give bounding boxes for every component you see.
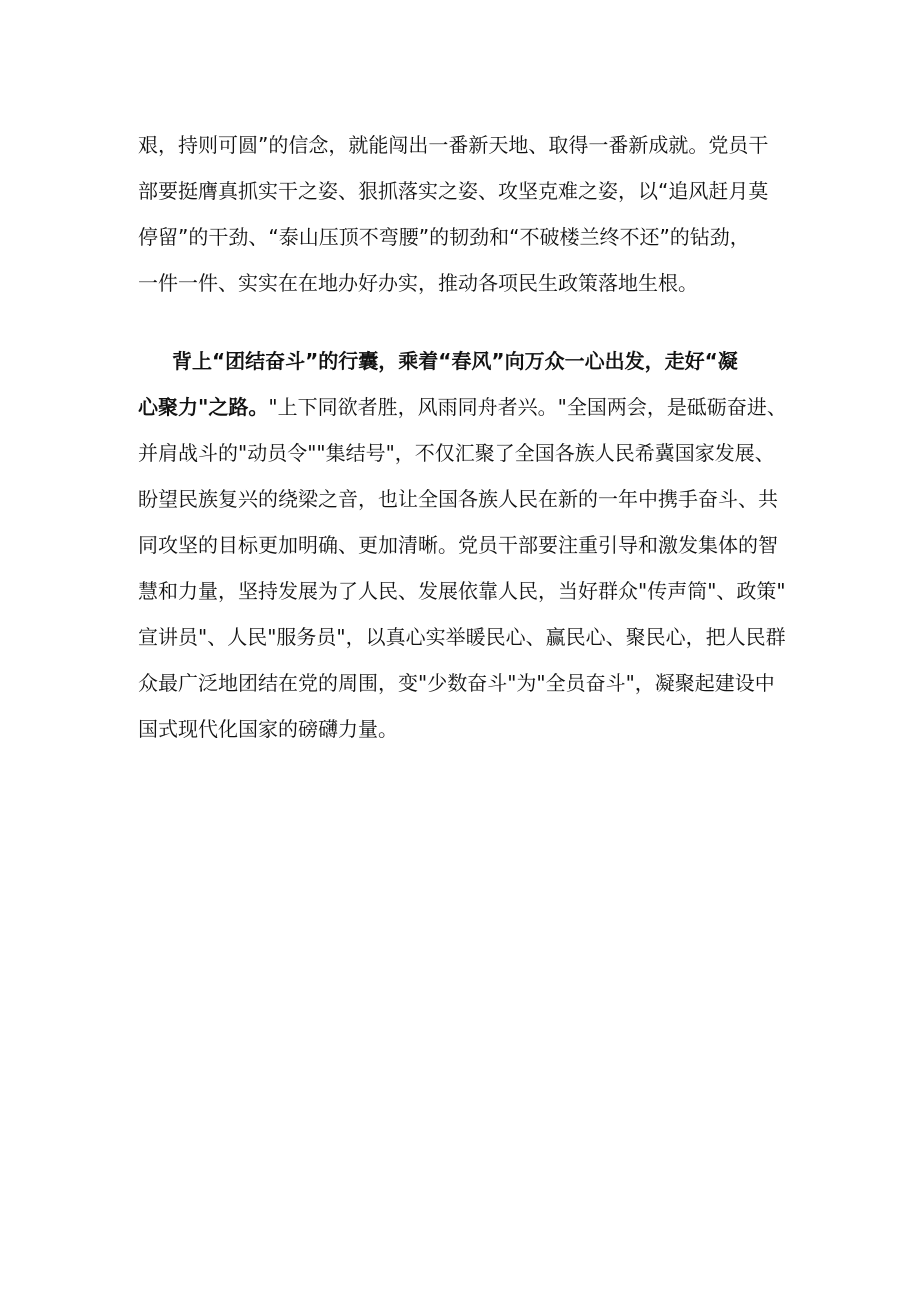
text-line: 宣讲员"、人民"服务员"，以真心实举暖民心、赢民心、聚民心，把人民群 [138, 625, 786, 649]
paragraph-1 [138, 122, 788, 306]
text-line: 艰，持则可圆”的信念，就能闯出一番新天地、取得一番新成就。党员干 [138, 133, 769, 157]
text-line: 停留”的干劲、“泰山压顶不弯腰”的韧劲和“不破楼兰终不还”的钻劲， [138, 225, 750, 249]
text-line: 众最广泛地团结在党的周围，变"少数奋斗"为"全员奋斗"，凝聚起建设中 [138, 671, 775, 695]
text-line: 慧和力量，坚持发展为了人民、发展依靠人民，当好群众"传声筒"、政策" [138, 579, 786, 603]
paragraph-2 [138, 338, 788, 752]
text-line-mixed [138, 384, 788, 430]
text-line: 同攻坚的目标更加明确、更加清晰。党员干部要注重引导和激发集体的智 [138, 533, 778, 557]
document-body [138, 122, 788, 752]
text-line-rest: "上下同欲者胜，风雨同舟者兴。"全国两会，是砥砺奋进、 [268, 395, 787, 419]
text-line: 国式现代化国家的磅礴力量。 [138, 717, 398, 741]
text-line: 部要挺膺真抓实干之姿、狠抓落实之姿、攻坚克难之姿，以“追风赶月莫 [138, 179, 769, 203]
paragraph-spacer [138, 306, 788, 338]
text-line: 一件一件、实实在在地办好办实，推动各项民生政策落地生根。 [138, 271, 698, 295]
text-line: 盼望民族复兴的绕梁之音，也让全国各族人民在新的一年中携手奋斗、共 [138, 487, 778, 511]
text-line: 并肩战斗的"动员令""集结号"，不仅汇聚了全国各族人民希冀国家发展、 [138, 441, 775, 465]
paragraph-heading: 背上“团结奋斗”的行囊，乘着“春风”向万众一心出发，走好“凝 [172, 349, 738, 373]
paragraph-heading-end: 心聚力"之路。 [138, 395, 269, 419]
